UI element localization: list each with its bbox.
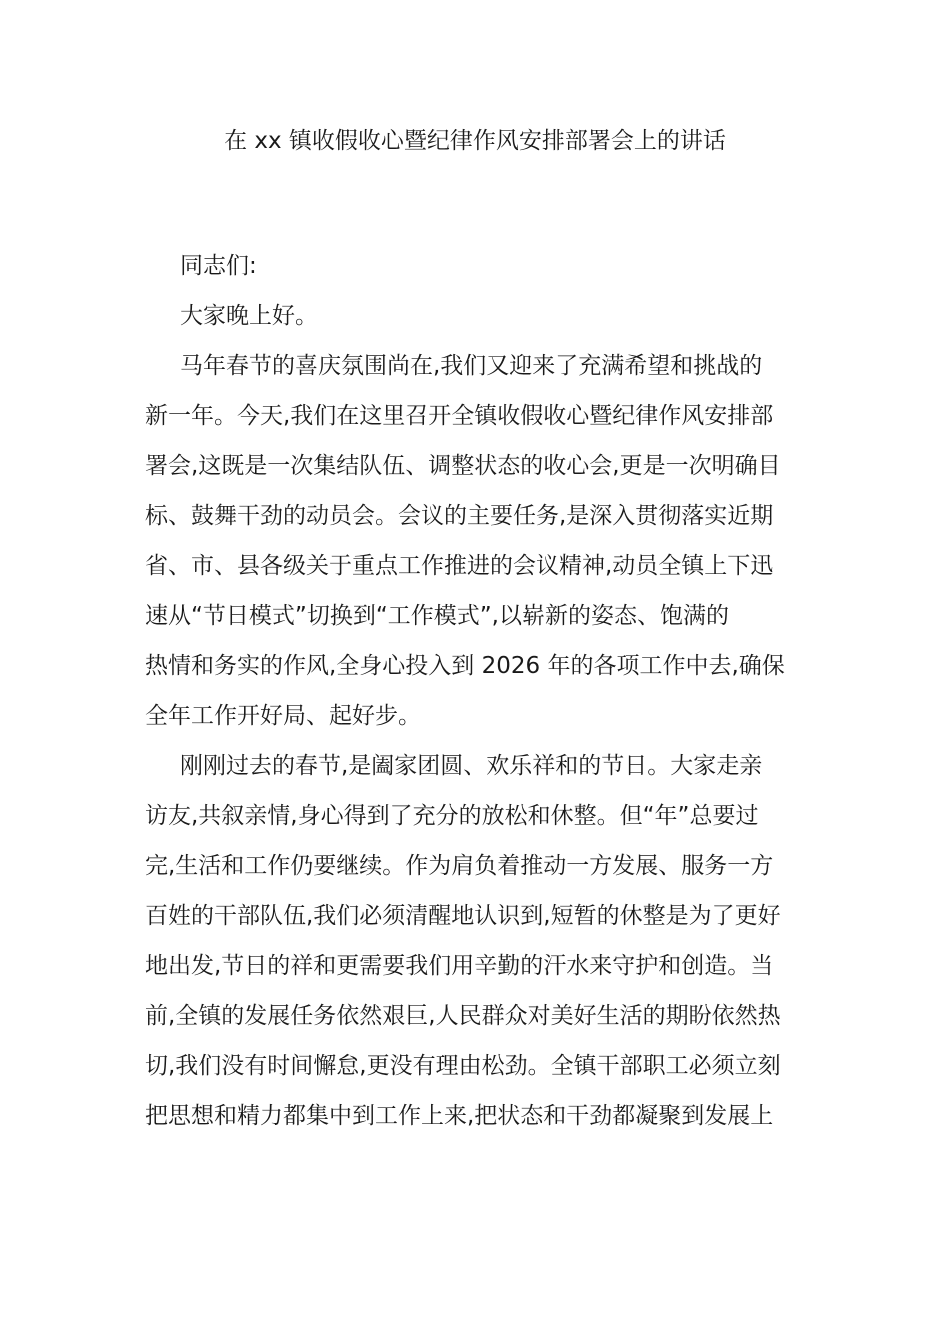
- paragraph-1-line: 热情和务实的作风,全身心投入到 2026 年的各项工作中去,确保: [145, 653, 785, 679]
- paragraph-1-line: 新一年。今天,我们在这里召开全镇收假收心暨纪律作风安排部: [145, 403, 774, 429]
- paragraph-2-line: 前,全镇的发展任务依然艰巨,人民群众对美好生活的期盼依然热: [145, 1003, 781, 1029]
- paragraph-2-line: 访友,共叙亲情,身心得到了充分的放松和休整。但“年”总要过: [145, 803, 759, 829]
- document-body: [145, 246, 805, 1146]
- paragraph-2-line: 百姓的干部队伍,我们必须清醒地认识到,短暂的休整是为了更好: [145, 903, 781, 929]
- paragraph-1-line: 省、市、县各级关于重点工作推进的会议精神,动员全镇上下迅: [145, 553, 774, 579]
- document-title: 在 xx 镇收假收心暨纪律作风安排部署会上的讲话: [224, 128, 726, 154]
- paragraph-1-line: 马年春节的喜庆氛围尚在,我们又迎来了充满希望和挑战的: [180, 353, 763, 379]
- paragraph-1-line: 全年工作开好局、起好步。: [145, 703, 421, 729]
- paragraph-2-line: 完,生活和工作仍要继续。作为肩负着推动一方发展、服务一方: [145, 853, 774, 879]
- paragraph-2-line: 切,我们没有时间懈怠,更没有理由松劲。全镇干部职工必须立刻: [145, 1053, 781, 1079]
- greeting: 大家晚上好。: [180, 303, 318, 329]
- paragraph-2-line: 把思想和精力都集中到工作上来,把状态和干劲都凝聚到发展上: [145, 1103, 774, 1129]
- paragraph-2-line: 刚刚过去的春节,是阖家团圆、欢乐祥和的节日。大家走亲: [180, 753, 763, 779]
- paragraph-1-line: 署会,这既是一次集结队伍、调整状态的收心会,更是一次明确目: [145, 453, 781, 479]
- paragraph-1-line: 速从“节日模式”切换到“工作模式”,以崭新的姿态、饱满的: [145, 603, 729, 629]
- salutation: 同志们:: [180, 253, 257, 279]
- paragraph-1-line: 标、鼓舞干劲的动员会。会议的主要任务,是深入贯彻落实近期: [145, 503, 774, 529]
- paragraph-2-line: 地出发,节日的祥和更需要我们用辛勤的汗水来守护和创造。当: [145, 953, 774, 979]
